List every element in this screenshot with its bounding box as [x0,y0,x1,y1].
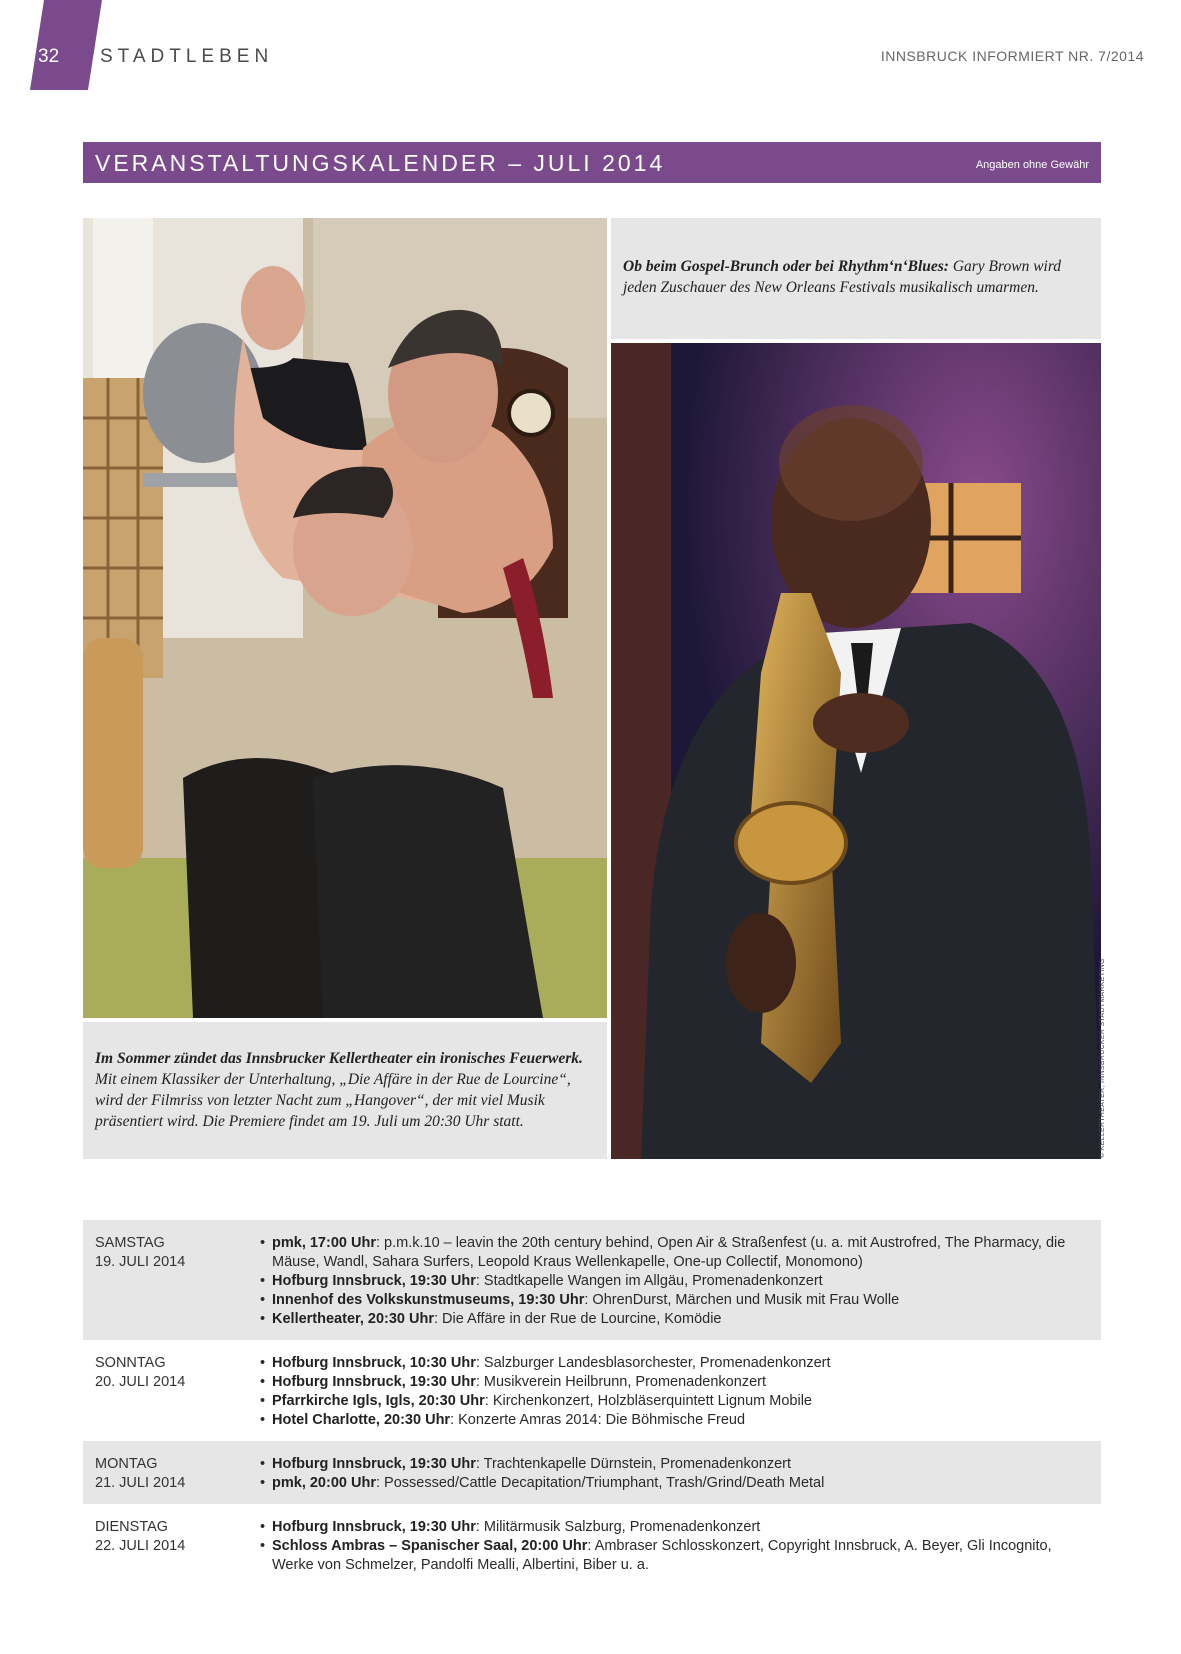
event-item [260,1455,1089,1474]
day-row-saturday [83,1220,1101,1340]
event-place-time: Kellertheater, 20:30 Uhr [272,1311,434,1327]
date: 21. JULI 2014 [95,1475,186,1491]
event-description: : Kirchenkonzert, Holzbläserquintett Lignum Mobile [484,1393,812,1409]
event-description: : Ambraser Schlosskonzert, Copyright Innsbruck, A. Beyer, Gli Incognito, Werke von Schmelzer, Pandolfi Mealli, Albertini, Biber u. a. [272,1538,1052,1573]
disclaimer: Angaben ohne Gewähr [975,159,1089,171]
event-item [260,1354,1089,1373]
day-label [95,1354,245,1392]
event-description: : Salzburger Landesblasorchester, Promenadenkonzert [475,1355,831,1371]
day-row-sunday [83,1340,1101,1441]
day-row-monday [83,1441,1101,1504]
caption-lead: Ob beim Gospel-Brunch oder bei Rhythm‘n‘Blues: [623,258,949,275]
event-place-time: Innenhof des Volkskunstmuseums, 19:30 Uhr [272,1292,585,1308]
section-name: STADTLEBEN [100,46,274,67]
event-item [260,1474,1089,1493]
event-item [260,1291,1089,1310]
date: 22. JULI 2014 [95,1538,186,1554]
event-item [260,1411,1089,1430]
event-list [260,1455,1089,1493]
event-place-time: Hotel Charlotte, 20:30 Uhr [272,1412,451,1428]
weekday: SONNTAG [95,1355,166,1371]
theatre-photo-caption [83,1022,607,1159]
event-place-time: Hofburg Innsbruck, 19:30 Uhr [272,1374,476,1390]
page-title: VERANSTALTUNGSKALENDER – JULI 2014 [95,150,666,176]
event-description: : Konzerte Amras 2014: Die Böhmische Freud [450,1412,746,1428]
page-number: 32 [38,46,60,67]
event-item [260,1310,1089,1329]
page-number-tab [30,0,102,90]
event-item [260,1272,1089,1291]
event-item [260,1518,1089,1537]
calendar-title-bar [83,142,1101,183]
day-row-tuesday [83,1504,1101,1586]
photo-credit: © KELLERTHEATER, INNSBRUCKER STADTMARKETING [1099,958,1106,1158]
event-description: : p.m.k.10 – leavin the 20th century behind, Open Air & Straßenfest (u. a. mit Austrofred, The Pharmacy, die Mäuse, Wandl, Sahara Surfers, Leopold Kraus Wellenkapelle, One-up Collectif, Monomono) [272,1235,1066,1270]
event-place-time: Schloss Ambras – Spanischer Saal, 20:00 Uhr [272,1538,588,1554]
event-description: : Trachtenkapelle Dürnstein, Promenadenkonzert [475,1456,791,1472]
event-list [260,1518,1089,1575]
date: 20. JULI 2014 [95,1374,186,1390]
caption-text: Mit einem Klassiker der Unterhaltung, „Die Affäre in der Rue de Lourcine“, wird der Filmriss von letzter Nacht zum „Hangover“, der mit viel Musik präsentiert wird. Die Premiere findet am 19. Juli um 20:30 Uhr statt. [95,1071,571,1130]
event-description: : Possessed/Cattle Decapitation/Triumphant, Trash/Grind/Death Metal [375,1475,825,1491]
saxophone-photo-caption [611,218,1101,339]
event-description: : Militärmusik Salzburg, Promenadenkonzert [475,1519,761,1535]
day-label [95,1518,245,1556]
day-label [95,1234,245,1272]
event-item [260,1537,1089,1575]
event-item [260,1234,1089,1272]
weekday: SAMSTAG [95,1235,165,1251]
event-place-time: pmk, 17:00 Uhr [272,1235,376,1251]
event-calendar [83,1220,1101,1586]
event-place-time: Hofburg Innsbruck, 19:30 Uhr [272,1273,476,1289]
event-list [260,1354,1089,1430]
caption-lead: Im Sommer zündet das Innsbrucker Kellertheater ein ironisches Feuerwerk. [95,1050,583,1067]
event-description: : Die Affäre in der Rue de Lourcine, Komödie [434,1311,722,1327]
saxophonist-photo [611,343,1101,1159]
caption-text: Gary Brown wird jeden Zuschauer des New Orleans Festivals musikalisch umarmen. [623,258,1062,296]
event-description: : OhrenDurst, Märchen und Musik mit Frau Wolle [584,1292,900,1308]
day-label [95,1455,245,1493]
date: 19. JULI 2014 [95,1254,186,1270]
event-place-time: Hofburg Innsbruck, 10:30 Uhr [272,1355,476,1371]
event-place-time: pmk, 20:00 Uhr [272,1475,376,1491]
event-item [260,1392,1089,1411]
issue-label: INNSBRUCK INFORMIERT NR. 7/2014 [880,48,1144,64]
event-place-time: Pfarrkirche Igls, Igls, 20:30 Uhr [272,1393,485,1409]
event-list [260,1234,1089,1329]
event-place-time: Hofburg Innsbruck, 19:30 Uhr [272,1456,476,1472]
event-description: : Stadtkapelle Wangen im Allgäu, Promenadenkonzert [475,1273,823,1289]
event-description: : Musikverein Heilbrunn, Promenadenkonzert [475,1374,766,1390]
weekday: DIENSTAG [95,1519,169,1535]
event-item [260,1373,1089,1392]
theatre-photo [83,218,607,1018]
event-place-time: Hofburg Innsbruck, 19:30 Uhr [272,1519,476,1535]
weekday: MONTAG [95,1456,158,1472]
